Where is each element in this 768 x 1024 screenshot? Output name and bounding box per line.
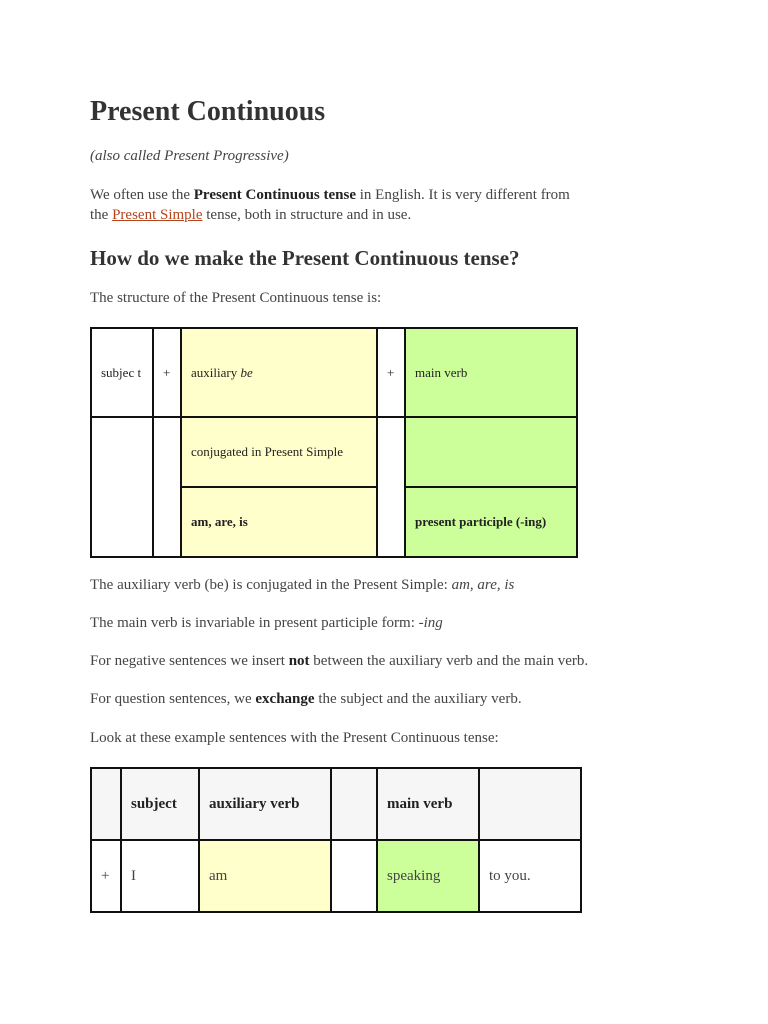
cell-plus-1: + [153, 328, 181, 417]
structure-intro: The structure of the Present Continuous tense is: [90, 290, 382, 306]
note-3-text-a: For negative sentences we insert [90, 653, 289, 669]
cell-empty-plus-2 [377, 417, 405, 557]
note-5: Look at these example sentences with the Present Continuous tense: [90, 730, 499, 746]
intro-text-d: the [90, 207, 113, 223]
header-sign [91, 768, 121, 840]
note-2-italic: -ing [418, 615, 443, 631]
intro-text-e: tense, both in structure and in use. [202, 207, 412, 223]
aux-label: auxiliary [191, 364, 241, 380]
intro-text-c: in English. It is very different from [356, 187, 570, 203]
row-empty [331, 840, 377, 912]
cell-plus-2: + [377, 328, 405, 417]
intro-text-a: We often use the [90, 187, 194, 203]
cell-empty-main [405, 417, 577, 487]
example-table [90, 767, 582, 913]
section-heading: How do we make the Present Continuous tense? [90, 246, 520, 270]
header-subject: subject [121, 768, 199, 840]
cell-empty-subject [91, 417, 153, 557]
present-simple-link[interactable]: Present Simple [112, 207, 203, 223]
header-empty [331, 768, 377, 840]
cell-empty-plus [153, 417, 181, 557]
note-3-bold: not [288, 653, 310, 669]
note-3-text-c: between the auxiliary verb and the main verb. [309, 653, 589, 669]
cell-participle: present participle (-ing) [405, 487, 577, 557]
row-main-verb: speaking [377, 840, 479, 912]
page-title: Present Continuous [90, 96, 326, 127]
row-auxiliary: am [199, 840, 331, 912]
cell-auxiliary [181, 328, 377, 417]
intro-bold: Present Continuous tense [193, 187, 356, 203]
cell-conjugated: conjugated in Present Simple [181, 417, 377, 487]
note-4-bold: exchange [255, 691, 315, 707]
row-subject: I [121, 840, 199, 912]
note-2-text: The main verb is invariable in present participle form: [90, 615, 419, 631]
row-sign: + [91, 840, 121, 912]
structure-row-2 [91, 417, 577, 487]
note-4-text-a: For question sentences, we [90, 691, 256, 707]
note-4 [90, 689, 522, 709]
cell-subject: subjec t [91, 328, 153, 417]
cell-forms: am, are, is [181, 487, 377, 557]
header-main-verb: main verb [377, 768, 479, 840]
header-auxiliary-verb: auxiliary verb [199, 768, 331, 840]
example-header-row [91, 768, 581, 840]
note-1-text: The auxiliary verb (be) is conjugated in the Present Simple: [90, 577, 452, 593]
intro-paragraph [90, 185, 670, 225]
aux-word: be [240, 364, 253, 380]
note-1 [90, 575, 514, 595]
cell-main-verb: main verb [405, 328, 577, 417]
note-4-text-c: the subject and the auxiliary verb. [314, 691, 522, 707]
note-1-italic: am, are, is [451, 577, 515, 593]
header-rest [479, 768, 581, 840]
structure-table [90, 327, 578, 558]
row-rest: to you. [479, 840, 581, 912]
note-2 [90, 613, 443, 633]
subtitle: (also called Present Progressive) [90, 148, 289, 164]
structure-row-1 [91, 328, 577, 417]
note-3 [90, 651, 588, 671]
example-row [91, 840, 581, 912]
